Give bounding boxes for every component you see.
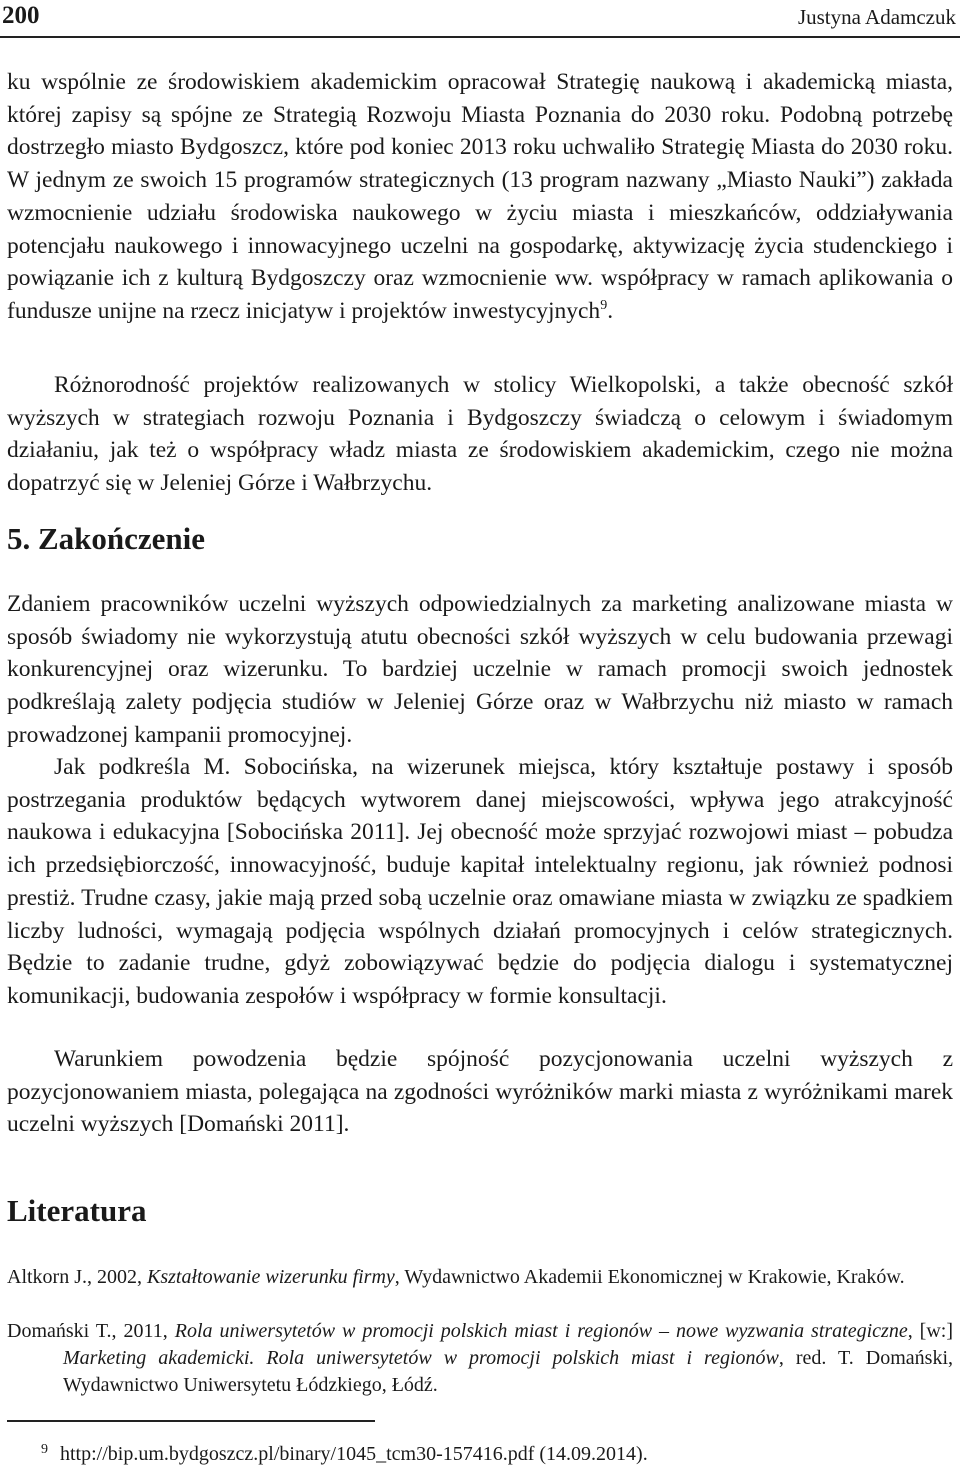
reference-title: Kształtowanie wizerunku firmy — [147, 1266, 395, 1288]
paragraph-2-text: Różnorodność projektów realizowanych w stolicy Wielkopolski, a także obecność szkół wyższych w strategiach rozwoju Poznania i Bydgoszczy świadczą o celowym i świadomym działaniu, jak też o współpracy władz miasta ze środowiskiem akademickim, czego nie można dopatrzyć się w Jeleniej Górze i Wałbrzychu. — [7, 372, 953, 497]
reference-author: Domański T., 2011, — [7, 1320, 175, 1342]
section-heading-conclusion: 5. Zakończenie — [7, 521, 206, 556]
reference-in: , [w:] — [907, 1320, 953, 1342]
paragraph-1-end: . — [607, 297, 614, 324]
reference-item — [7, 1318, 953, 1399]
paragraph-1 — [7, 66, 953, 328]
reference-item — [7, 1264, 953, 1291]
reference-publisher: , Wydawnictwo Akademii Ekonomicznej w Krakowie, Kraków. — [394, 1266, 905, 1288]
literature-heading: Literatura — [7, 1193, 147, 1228]
page-header — [0, 0, 960, 38]
footnote-mark: 9 — [41, 1442, 48, 1457]
reference-publisher: , red. T. Domański, Wydawnictwo Uniwersytetu Łódzkiego, Łódź. — [63, 1347, 953, 1396]
page-number: 200 — [2, 2, 40, 29]
paragraph-4-text: Jak podkreśla M. Sobocińska, na wizerunek miejsca, który kształtuje postawy i sposób postrzegania produktów będących wytworem danej miejscowości, wpływa jego atrakcyjność naukowa i edukacyjna [Sobocińska 2011]. Jej obecność może sprzyjać rozwojowi miast – pobudza ich przedsiębiorczość, innowacyjność, buduje kapitał intelektualny regionu, jak również podnosi prestiż. Trudne czasy, jakie mają przed sobą uczelnie oraz omawiane miasta w związku ze spadkiem liczby ludności, wymagają podjęcia wspólnych działań promocyjnych i celów strategicznych. Będzie to zadanie trudne, gdyż zobowiązywać będzie do podjęcia dialogu i systematycznej komunikacji, budowania zespołów i współpracy w formie konsultacji. — [7, 754, 953, 1009]
footnote-reference[interactable]: 9 — [600, 298, 608, 314]
reference-book-title: Marketing akademicki. Rola uniwersytetów w promocji polskich miast i regionów — [63, 1347, 779, 1369]
paragraph-2 — [7, 369, 953, 500]
reference-title: Rola uniwersytetów w promocji polskich miast i regionów – nowe wyzwania strategiczne — [174, 1320, 908, 1342]
reference-author: Altkorn J., 2002, — [7, 1266, 147, 1288]
footnote-separator — [7, 1420, 375, 1422]
footnote-text-link[interactable]: http://bip.um.bydgoszcz.pl/binary/1045_tcm30-157416.pdf (14.09.2014). — [60, 1443, 648, 1465]
paragraph-5-text: Warunkiem powodzenia będzie spójność pozycjonowania uczelni wyższych z pozycjonowaniem miasta, polegająca na zgodności wyróżników marki miasta z wyróżnikami marek uczelni wyższych [Domański 2011]. — [7, 1046, 953, 1138]
paragraph-3-text: Zdaniem pracowników uczelni wyższych odpowiedzialnych za marketing analizowane miasta w sposób świadomy nie wykorzystują atutu obecności szkół wyższych w celu budowania przewagi konkurencyjnej oraz wizerunku. To bardziej uczelnie w ramach promocji swoich jednostek podkreślają zalety podjęcia studiów w Jeleniej Górze oraz w Wałbrzychu niż miasto w ramach prowadzonej kampanii promocyjnej. — [7, 591, 953, 748]
paragraph-5 — [7, 1043, 953, 1141]
running-head-author: Justyna Adamczuk — [797, 5, 956, 29]
paragraph-1-text: ku wspólnie ze środowiskiem akademickim opracował Strategię naukową i akademicką miasta, której zapisy są spójne ze Strategią Rozwoju Miasta Poznania do 2030 roku. Podobną potrzebę dostrzegło miasto Bydgoszcz, które pod koniec 2013 roku uchwaliło Strategię Miasta do 2030 roku. W jednym ze swoich 15 programów strategicznych (13 program nazwany „Miasto Nauki”) zakłada wzmocnienie udziału środowiska naukowego w życiu miasta i mieszkańców, oddziaływania potencjału naukowego i innowacyjnego uczelni na gospodarkę, aktywizację życia studenckiego i powiązanie ich z kulturą Bydgoszczy oraz wzmocnienie ww. współpracy w ramach aplikowania o fundusze unijne na rzecz inicjatyw i projektów inwestycyjnych — [7, 69, 953, 324]
footnote — [41, 1437, 648, 1467]
paragraph-3 — [7, 588, 953, 752]
paragraph-4 — [7, 751, 953, 1013]
